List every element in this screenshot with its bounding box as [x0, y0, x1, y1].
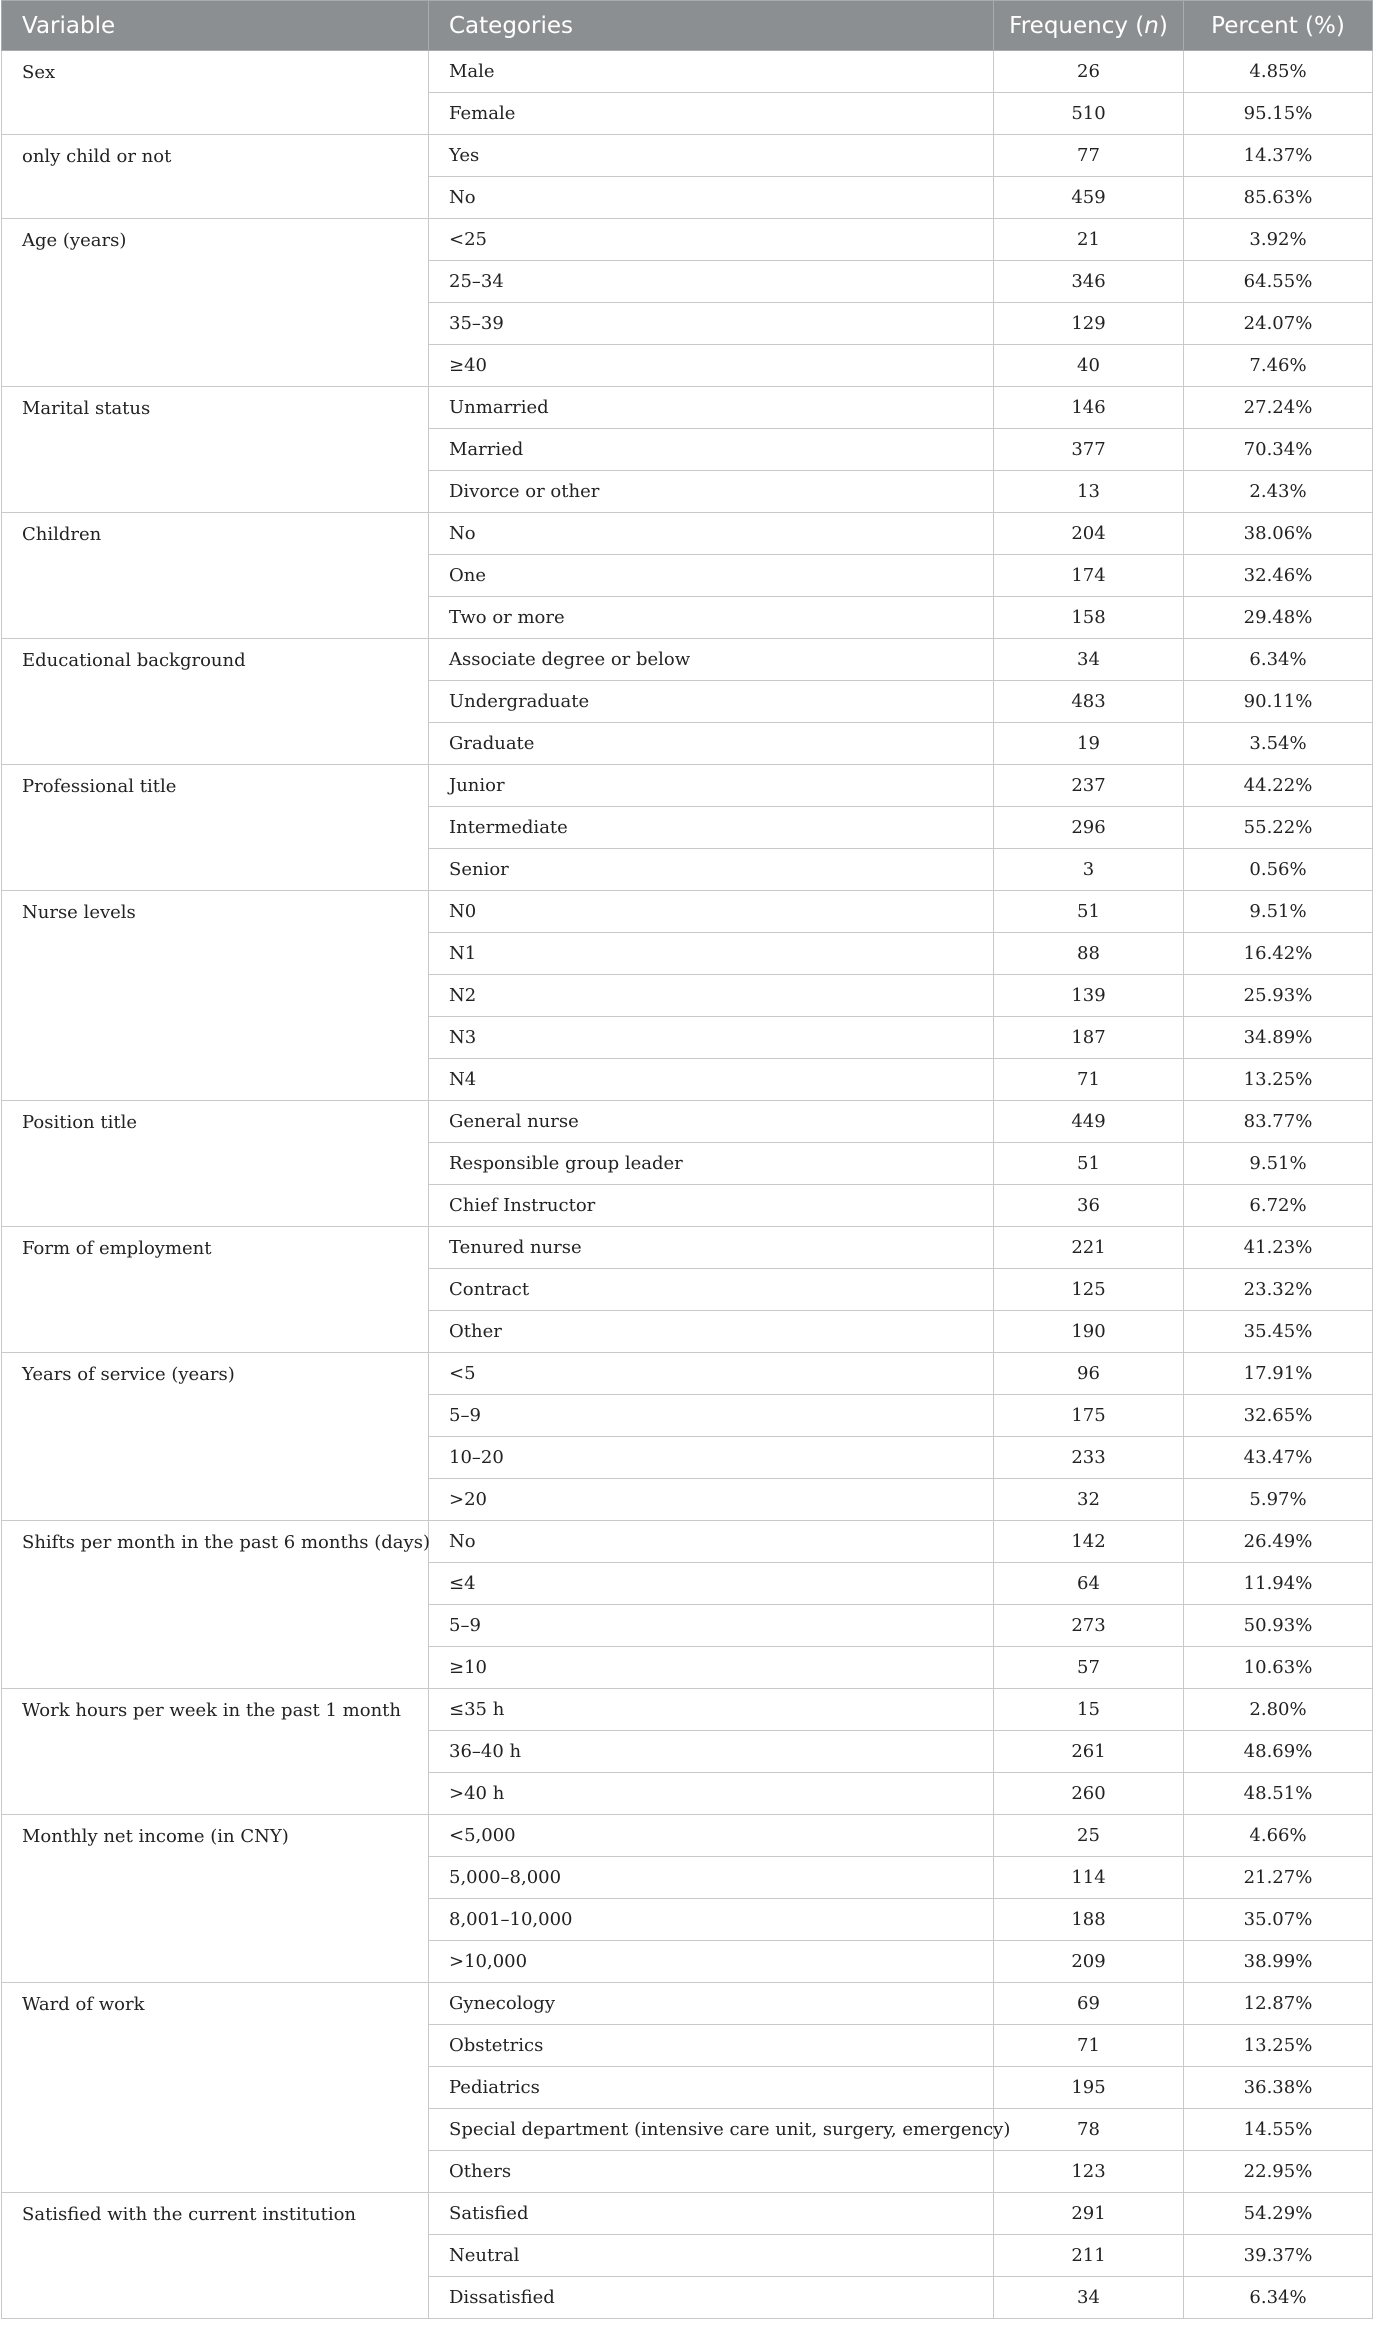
frequency-cell: 77	[994, 135, 1184, 177]
percent-cell: 25.93%	[1184, 975, 1373, 1017]
frequency-cell: 25	[994, 1815, 1184, 1857]
category-cell: Senior	[429, 849, 994, 891]
table-row	[2, 135, 1373, 177]
category-cell: 5,000–8,000	[429, 1857, 994, 1899]
header-frequency-n: n	[1144, 12, 1159, 39]
header-row	[2, 1, 1373, 51]
category-cell: <5,000	[429, 1815, 994, 1857]
frequency-cell: 483	[994, 681, 1184, 723]
percent-cell: 0.56%	[1184, 849, 1373, 891]
category-cell: Tenured nurse	[429, 1227, 994, 1269]
variable-cell: Years of service (years)	[2, 1353, 429, 1521]
category-cell: Junior	[429, 765, 994, 807]
percent-cell: 43.47%	[1184, 1437, 1373, 1479]
frequency-cell: 3	[994, 849, 1184, 891]
category-cell: No	[429, 1521, 994, 1563]
table-row	[2, 765, 1373, 807]
frequency-cell: 13	[994, 471, 1184, 513]
percent-cell: 95.15%	[1184, 93, 1373, 135]
percent-cell: 34.89%	[1184, 1017, 1373, 1059]
table-row	[2, 2193, 1373, 2235]
category-cell: N3	[429, 1017, 994, 1059]
percent-cell: 14.55%	[1184, 2109, 1373, 2151]
percent-cell: 41.23%	[1184, 1227, 1373, 1269]
frequency-cell: 510	[994, 93, 1184, 135]
category-cell: N4	[429, 1059, 994, 1101]
percent-cell: 13.25%	[1184, 2025, 1373, 2067]
frequency-cell: 146	[994, 387, 1184, 429]
category-cell: No	[429, 513, 994, 555]
frequency-cell: 64	[994, 1563, 1184, 1605]
variable-cell: Shifts per month in the past 6 months (days)	[2, 1521, 429, 1689]
frequency-cell: 174	[994, 555, 1184, 597]
frequency-cell: 221	[994, 1227, 1184, 1269]
percent-cell: 32.65%	[1184, 1395, 1373, 1437]
frequency-cell: 129	[994, 303, 1184, 345]
category-cell: N0	[429, 891, 994, 933]
frequency-cell: 71	[994, 2025, 1184, 2067]
percent-cell: 50.93%	[1184, 1605, 1373, 1647]
category-cell: Pediatrics	[429, 2067, 994, 2109]
category-cell: ≤4	[429, 1563, 994, 1605]
category-cell: One	[429, 555, 994, 597]
category-cell: Unmarried	[429, 387, 994, 429]
category-cell: Yes	[429, 135, 994, 177]
table-row	[2, 1227, 1373, 1269]
percent-cell: 64.55%	[1184, 261, 1373, 303]
frequency-cell: 346	[994, 261, 1184, 303]
percent-cell: 35.07%	[1184, 1899, 1373, 1941]
percent-cell: 7.46%	[1184, 345, 1373, 387]
percent-cell: 6.34%	[1184, 639, 1373, 681]
percent-cell: 70.34%	[1184, 429, 1373, 471]
percent-cell: 36.38%	[1184, 2067, 1373, 2109]
frequency-cell: 114	[994, 1857, 1184, 1899]
frequency-cell: 19	[994, 723, 1184, 765]
percent-cell: 14.37%	[1184, 135, 1373, 177]
category-cell: ≥10	[429, 1647, 994, 1689]
frequency-cell: 296	[994, 807, 1184, 849]
category-cell: 8,001–10,000	[429, 1899, 994, 1941]
category-cell: <25	[429, 219, 994, 261]
frequency-cell: 209	[994, 1941, 1184, 1983]
category-cell: <5	[429, 1353, 994, 1395]
percent-cell: 26.49%	[1184, 1521, 1373, 1563]
frequency-cell: 51	[994, 1143, 1184, 1185]
table-row	[2, 639, 1373, 681]
category-cell: >20	[429, 1479, 994, 1521]
frequency-cell: 71	[994, 1059, 1184, 1101]
percent-cell: 2.43%	[1184, 471, 1373, 513]
category-cell: Obstetrics	[429, 2025, 994, 2067]
percent-cell: 12.87%	[1184, 1983, 1373, 2025]
frequency-cell: 51	[994, 891, 1184, 933]
table-row	[2, 1353, 1373, 1395]
variable-cell: Ward of work	[2, 1983, 429, 2193]
category-cell: 25–34	[429, 261, 994, 303]
table-row	[2, 387, 1373, 429]
table-row	[2, 1983, 1373, 2025]
table-row	[2, 513, 1373, 555]
variable-cell: Work hours per week in the past 1 month	[2, 1689, 429, 1815]
variable-cell: Marital status	[2, 387, 429, 513]
variable-cell: Satisfied with the current institution	[2, 2193, 429, 2319]
frequency-cell: 142	[994, 1521, 1184, 1563]
table-row	[2, 1689, 1373, 1731]
percent-cell: 16.42%	[1184, 933, 1373, 975]
category-cell: Male	[429, 51, 994, 93]
frequency-cell: 34	[994, 2277, 1184, 2319]
category-cell: Others	[429, 2151, 994, 2193]
variable-cell: Form of employment	[2, 1227, 429, 1353]
category-cell: Responsible group leader	[429, 1143, 994, 1185]
percent-cell: 23.32%	[1184, 1269, 1373, 1311]
frequency-cell: 204	[994, 513, 1184, 555]
percent-cell: 9.51%	[1184, 1143, 1373, 1185]
category-cell: ≥40	[429, 345, 994, 387]
category-cell: Other	[429, 1311, 994, 1353]
percent-cell: 3.92%	[1184, 219, 1373, 261]
frequency-cell: 273	[994, 1605, 1184, 1647]
category-cell: N1	[429, 933, 994, 975]
category-cell: 35–39	[429, 303, 994, 345]
table-row	[2, 1815, 1373, 1857]
percent-cell: 6.72%	[1184, 1185, 1373, 1227]
header-frequency-label: Frequency (	[1009, 12, 1145, 39]
variable-cell: Monthly net income (in CNY)	[2, 1815, 429, 1983]
category-cell: General nurse	[429, 1101, 994, 1143]
percent-cell: 44.22%	[1184, 765, 1373, 807]
header-percent: Percent (%)	[1184, 1, 1373, 51]
category-cell: Intermediate	[429, 807, 994, 849]
category-cell: Female	[429, 93, 994, 135]
frequency-cell: 158	[994, 597, 1184, 639]
percent-cell: 32.46%	[1184, 555, 1373, 597]
frequency-cell: 187	[994, 1017, 1184, 1059]
percent-cell: 35.45%	[1184, 1311, 1373, 1353]
category-cell: No	[429, 177, 994, 219]
frequency-cell: 15	[994, 1689, 1184, 1731]
variable-cell: Age (years)	[2, 219, 429, 387]
percent-cell: 54.29%	[1184, 2193, 1373, 2235]
variable-cell: Position title	[2, 1101, 429, 1227]
variable-cell: Nurse levels	[2, 891, 429, 1101]
percent-cell: 17.91%	[1184, 1353, 1373, 1395]
category-cell: ≤35 h	[429, 1689, 994, 1731]
category-cell: 10–20	[429, 1437, 994, 1479]
percent-cell: 4.85%	[1184, 51, 1373, 93]
table-header	[2, 1, 1373, 51]
percent-cell: 38.99%	[1184, 1941, 1373, 1983]
frequency-cell: 69	[994, 1983, 1184, 2025]
percent-cell: 5.97%	[1184, 1479, 1373, 1521]
variable-cell: Professional title	[2, 765, 429, 891]
category-cell: Dissatisfied	[429, 2277, 994, 2319]
percent-cell: 55.22%	[1184, 807, 1373, 849]
frequency-cell: 211	[994, 2235, 1184, 2277]
header-frequency	[994, 1, 1184, 51]
frequency-cell: 190	[994, 1311, 1184, 1353]
percent-cell: 2.80%	[1184, 1689, 1373, 1731]
percent-cell: 21.27%	[1184, 1857, 1373, 1899]
category-cell: Special department (intensive care unit, surgery, emergency)	[429, 2109, 994, 2151]
table-row	[2, 1521, 1373, 1563]
table-row	[2, 51, 1373, 93]
header-variable: Variable	[2, 1, 429, 51]
percent-cell: 29.48%	[1184, 597, 1373, 639]
header-categories: Categories	[429, 1, 994, 51]
category-cell: >40 h	[429, 1773, 994, 1815]
category-cell: Divorce or other	[429, 471, 994, 513]
category-cell: N2	[429, 975, 994, 1017]
percent-cell: 39.37%	[1184, 2235, 1373, 2277]
frequency-cell: 34	[994, 639, 1184, 681]
category-cell: Associate degree or below	[429, 639, 994, 681]
percent-cell: 4.66%	[1184, 1815, 1373, 1857]
percent-cell: 9.51%	[1184, 891, 1373, 933]
frequency-cell: 26	[994, 51, 1184, 93]
frequency-cell: 233	[994, 1437, 1184, 1479]
percent-cell: 85.63%	[1184, 177, 1373, 219]
percent-cell: 10.63%	[1184, 1647, 1373, 1689]
percent-cell: 48.69%	[1184, 1731, 1373, 1773]
percent-cell: 38.06%	[1184, 513, 1373, 555]
frequency-cell: 260	[994, 1773, 1184, 1815]
category-cell: Married	[429, 429, 994, 471]
frequency-cell: 32	[994, 1479, 1184, 1521]
category-cell: Chief Instructor	[429, 1185, 994, 1227]
percent-cell: 90.11%	[1184, 681, 1373, 723]
frequency-cell: 459	[994, 177, 1184, 219]
frequency-cell: 36	[994, 1185, 1184, 1227]
percent-cell: 48.51%	[1184, 1773, 1373, 1815]
frequency-cell: 57	[994, 1647, 1184, 1689]
frequency-cell: 40	[994, 345, 1184, 387]
frequency-cell: 78	[994, 2109, 1184, 2151]
frequency-cell: 188	[994, 1899, 1184, 1941]
category-cell: Two or more	[429, 597, 994, 639]
percent-cell: 24.07%	[1184, 303, 1373, 345]
category-cell: Undergraduate	[429, 681, 994, 723]
category-cell: 5–9	[429, 1605, 994, 1647]
variable-cell: Educational background	[2, 639, 429, 765]
percent-cell: 83.77%	[1184, 1101, 1373, 1143]
frequency-cell: 88	[994, 933, 1184, 975]
demographics-table	[1, 0, 1373, 2319]
frequency-cell: 125	[994, 1269, 1184, 1311]
percent-cell: 6.34%	[1184, 2277, 1373, 2319]
percent-cell: 11.94%	[1184, 1563, 1373, 1605]
percent-cell: 3.54%	[1184, 723, 1373, 765]
frequency-cell: 96	[994, 1353, 1184, 1395]
percent-cell: 27.24%	[1184, 387, 1373, 429]
variable-cell: Sex	[2, 51, 429, 135]
table-row	[2, 891, 1373, 933]
category-cell: 5–9	[429, 1395, 994, 1437]
frequency-cell: 377	[994, 429, 1184, 471]
header-frequency-close: )	[1158, 12, 1168, 39]
category-cell: 36–40 h	[429, 1731, 994, 1773]
frequency-cell: 261	[994, 1731, 1184, 1773]
frequency-cell: 291	[994, 2193, 1184, 2235]
percent-cell: 22.95%	[1184, 2151, 1373, 2193]
table-body	[2, 51, 1373, 2319]
category-cell: Gynecology	[429, 1983, 994, 2025]
frequency-cell: 195	[994, 2067, 1184, 2109]
variable-cell: only child or not	[2, 135, 429, 219]
category-cell: Satisfied	[429, 2193, 994, 2235]
table-row	[2, 1101, 1373, 1143]
percent-cell: 13.25%	[1184, 1059, 1373, 1101]
frequency-cell: 449	[994, 1101, 1184, 1143]
category-cell: Contract	[429, 1269, 994, 1311]
category-cell: Neutral	[429, 2235, 994, 2277]
category-cell: Graduate	[429, 723, 994, 765]
table-row	[2, 219, 1373, 261]
category-cell: >10,000	[429, 1941, 994, 1983]
frequency-cell: 175	[994, 1395, 1184, 1437]
frequency-cell: 237	[994, 765, 1184, 807]
frequency-cell: 139	[994, 975, 1184, 1017]
frequency-cell: 123	[994, 2151, 1184, 2193]
variable-cell: Children	[2, 513, 429, 639]
frequency-cell: 21	[994, 219, 1184, 261]
